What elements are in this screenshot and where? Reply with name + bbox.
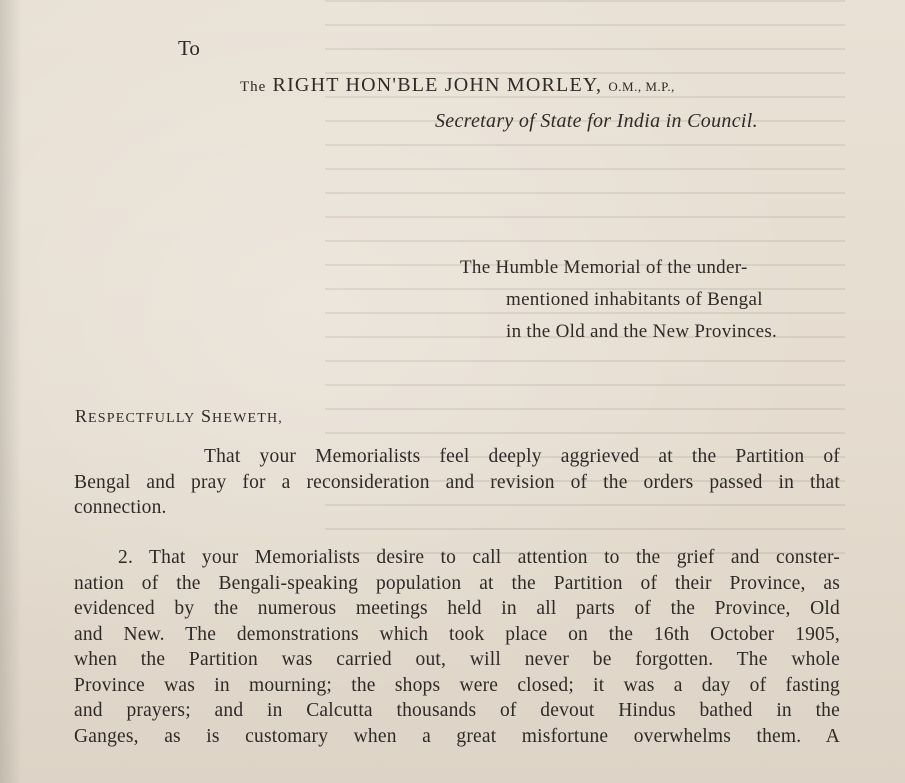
- addressee-prefix: The: [240, 79, 267, 95]
- paragraph-line: Bengal and pray for a reconsideration and revision of the orders passed in that: [74, 471, 840, 493]
- salutation: [75, 406, 283, 427]
- paragraph-line: and New. The demonstrations which took place on the 16th October 1905,: [74, 623, 840, 645]
- paragraph-line: evidenced by the numerous meetings held in all parts of the Province, Old: [74, 598, 840, 619]
- paragraph-line: Ganges, as is customary when a great misfortune overwhelms them. A: [74, 725, 840, 747]
- salutation-initial: S: [201, 406, 213, 426]
- paragraph-line: and prayers; and in Calcutta thousands of devout Hindus bathed in the: [74, 700, 840, 721]
- salutation-initial: R: [75, 406, 89, 426]
- memorial-heading: [460, 252, 840, 348]
- addressee-honours: O.M., M.P.,: [608, 79, 675, 94]
- binding-shadow: [0, 0, 22, 783]
- memorial-line: in the Old and the New Provinces.: [506, 321, 778, 342]
- paragraph-line: connection.: [74, 497, 167, 518]
- memorial-line: The Humble Memorial of the under-: [460, 257, 748, 278]
- paragraph-line: nation of the Bengali-speaking population at the Partition of their Province, as: [74, 572, 840, 594]
- paragraph-line: when the Partition was carried out, will never be forgotten. The whole: [74, 649, 840, 670]
- paragraph-line: 2. That your Memorialists desire to call attention to the grief and conster-: [118, 547, 840, 568]
- salutation-rest: ESPECTFULLY: [88, 411, 196, 426]
- addressee-name: RIGHT HON'BLE JOHN MORLEY,: [272, 74, 603, 96]
- to-label: To: [178, 36, 200, 60]
- addressee-office: Secretary of State for India in Council.: [435, 110, 758, 132]
- paragraph-line: Province was in mourning; the shops were closed; it was a day of fasting: [74, 674, 840, 696]
- memorial-line: mentioned inhabitants of Bengal: [506, 289, 763, 310]
- paragraph-2: [74, 545, 840, 749]
- paragraph-1: [74, 444, 840, 521]
- paragraph-line: That your Memorialists feel deeply aggrieved at the Partition of: [204, 446, 840, 467]
- salutation-rest: HEWETH,: [212, 411, 284, 426]
- addressee-line: [240, 74, 675, 97]
